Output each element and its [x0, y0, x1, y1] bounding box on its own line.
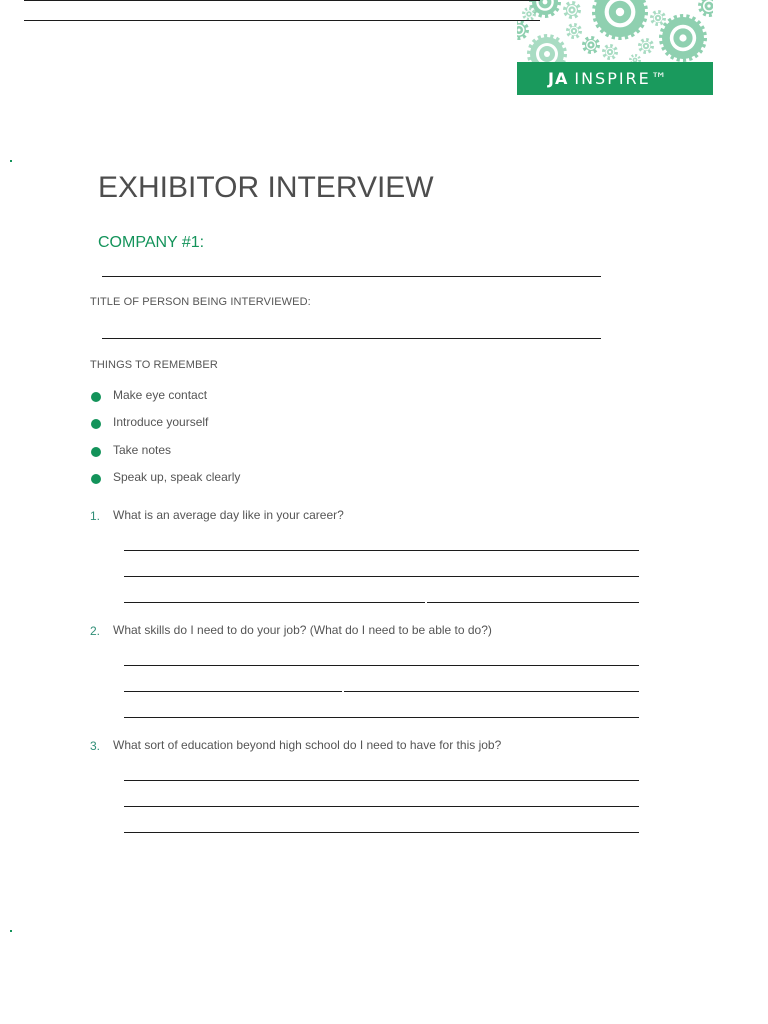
- bullet-icon: [91, 419, 101, 429]
- person-title-answer-line: [102, 338, 601, 339]
- gear-icon: [565, 3, 579, 17]
- answer-line: [124, 691, 342, 692]
- company-label: COMPANY #1:: [98, 234, 205, 251]
- answer-line: [124, 550, 639, 551]
- gear-icon: [661, 16, 705, 60]
- gear-icon: [594, 0, 646, 38]
- logo-banner: [517, 62, 713, 95]
- gear-icon: [700, 0, 713, 15]
- gear-icon: [529, 36, 565, 62]
- gear-icon: [584, 38, 598, 52]
- gear-icon: [517, 22, 527, 38]
- company-answer-line: [102, 276, 601, 277]
- answer-line: [427, 602, 639, 603]
- header-rule-bottom: [24, 20, 540, 21]
- list-item-text: Take notes: [113, 443, 172, 457]
- bullet-icon: [91, 392, 101, 402]
- list-item-text: Speak up, speak clearly: [113, 470, 241, 484]
- header-rule-top: [24, 0, 540, 1]
- bullet-icon: [91, 447, 101, 457]
- gear-icon: [568, 25, 580, 37]
- margin-mark: [10, 160, 12, 162]
- gear-icon: [640, 40, 652, 52]
- bullet-icon: [91, 474, 101, 484]
- margin-mark: [10, 930, 12, 932]
- question-number: 1.: [90, 509, 101, 523]
- answer-line: [344, 691, 639, 692]
- logo-brand-bold: JA: [548, 69, 569, 88]
- answer-line: [124, 780, 639, 781]
- gears-graphic: [517, 0, 713, 62]
- list-item-text: Introduce yourself: [113, 415, 209, 429]
- answer-line: [124, 832, 639, 833]
- question-number: 3.: [90, 739, 101, 753]
- list-item-text: Make eye contact: [113, 388, 208, 402]
- reminders-heading: THINGS TO REMEMBER: [90, 359, 218, 371]
- gear-icon: [531, 0, 559, 16]
- answer-line: [124, 576, 639, 577]
- gear-icon: [652, 12, 664, 24]
- answer-line: [124, 717, 639, 718]
- gear-icon: [604, 46, 616, 58]
- gear-icon: [524, 9, 534, 19]
- question-number: 2.: [90, 624, 101, 638]
- answer-line: [124, 602, 425, 603]
- question-text: What sort of education beyond high school do I need to have for this job?: [113, 738, 502, 752]
- ja-inspire-logo: [517, 0, 713, 95]
- question-text: What is an average day like in your career?: [113, 508, 344, 522]
- person-title-label: TITLE OF PERSON BEING INTERVIEWED:: [90, 296, 311, 308]
- logo-brand-rest: INSPIRE™: [574, 69, 669, 88]
- answer-line: [124, 665, 639, 666]
- question-text: What skills do I need to do your job? (What do I need to be able to do?): [113, 623, 492, 637]
- page-title: EXHIBITOR INTERVIEW: [98, 171, 434, 204]
- answer-line: [124, 806, 639, 807]
